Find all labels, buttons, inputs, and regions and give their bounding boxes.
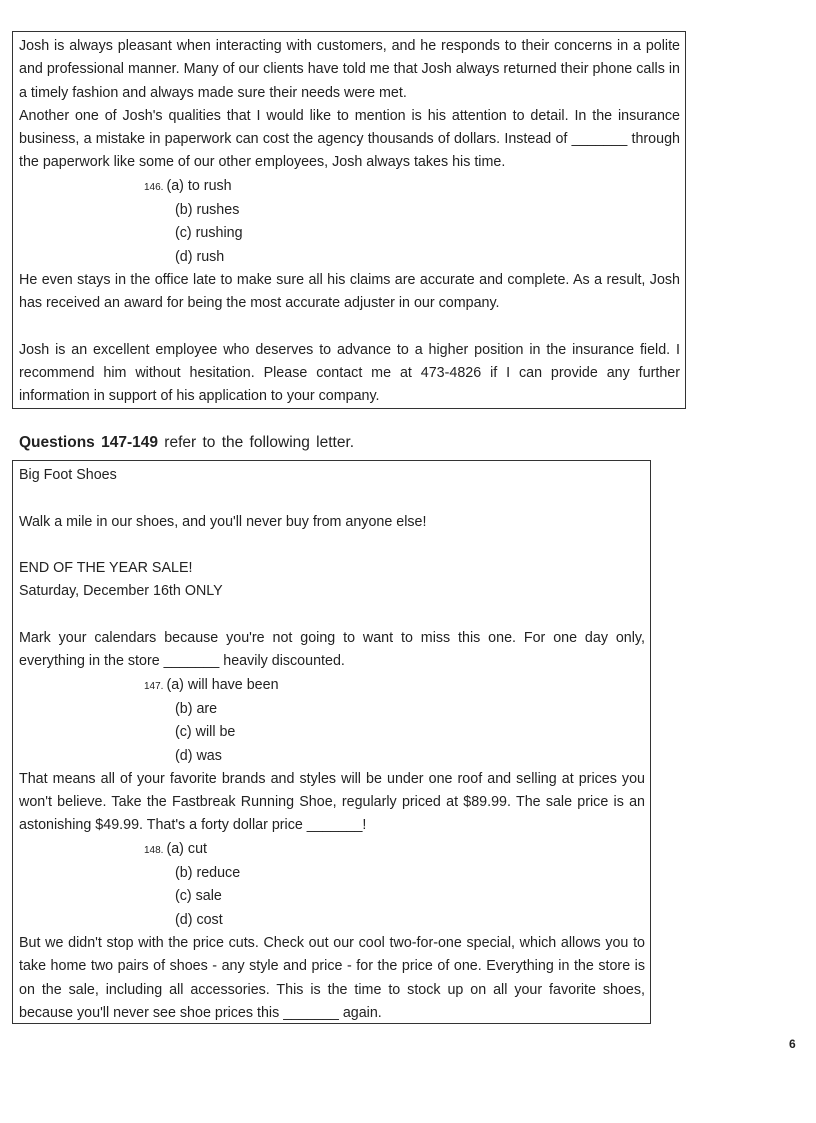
question-number: 147. [144,680,164,692]
answer-option: (d) rush [175,248,225,265]
answer-option: (c) rushing [175,225,243,242]
answer-option: (b) reduce [175,865,241,882]
spacer [19,604,645,627]
spacer [19,534,645,557]
question-146 [19,175,680,269]
sale-title: END OF THE YEAR SALE! [19,560,193,577]
answer-option: (a) will have been [166,676,279,693]
section-heading [19,433,354,453]
passage-paragraph: Another one of Josh's qualities that I would like to mention is his attention to detail. In the insurance business, a mistake in paperwork can cost the agency thousands of dollars. Instead of _______ through the paperwork like some of our other employees, Josh always takes his time. [19,107,680,171]
question-first-option-line [19,838,645,862]
passage-paragraph: He even stays in the office late to make sure all his claims are accurate and complete. As a result, Josh has received an award for being the most accurate adjuster in our company. [19,271,680,312]
spacer [19,487,645,510]
page-number: 6 [789,1037,796,1051]
answer-option: (a) cut [166,840,207,857]
passage-paragraph: Josh is always pleasant when interacting with customers, and he responds to their concerns in a polite and professional manner. Many of our clients have told me that Josh always returned their phone calls in a timely fashion and always made sure their needs were met. [19,38,680,101]
passage-box-recommendation [12,31,686,409]
spacer [19,316,680,339]
heading-text: refer to the following letter. [164,434,355,451]
sale-date: Saturday, December 16th ONLY [19,583,223,600]
passage-paragraph: But we didn't stop with the price cuts. Check out our cool two-for-one special, which allows you to take home two pairs of shoes - any style and price - for the price of one. Everything in the store is on the sale, including all accessories. This is the time to stock up on all your favorite shoes, because you'll never see shoe prices this _______ again. [19,934,645,1021]
question-range: Questions 147-149 [19,434,158,451]
passage-paragraph: That means all of your favorite brands and styles will be under one roof and selling at prices you won't believe. Take the Fastbreak Running Shoe, regularly priced at $89.99. The sale price is an astonishing $49.99. That's a forty dollar price _______! [19,770,645,834]
slogan: Walk a mile in our shoes, and you'll never buy from anyone else! [19,513,427,530]
question-first-option-line [19,674,645,698]
question-first-option-line [19,175,680,199]
answer-option: (d) cost [175,911,223,928]
answer-option: (b) rushes [175,202,240,219]
answer-option: (c) sale [175,888,222,905]
answer-option: (a) to rush [166,177,232,194]
passage-paragraph: Josh is an excellent employee who deserves to advance to a higher position in the insurance field. I recommend him without hesitation. Please contact me at 473-4826 if I can provide any further information in support of his application to your company. [19,341,680,405]
answer-option: (d) was [175,747,222,764]
answer-option: (c) will be [175,724,236,741]
store-name: Big Foot Shoes [19,467,117,483]
passage-paragraph: Mark your calendars because you're not going to want to miss this one. For one day only, everything in the store _______ heavily discounted. [19,630,645,670]
passage-box-advertisement [12,460,651,1024]
question-number: 146. [144,181,164,193]
question-147 [19,674,645,768]
question-number: 148. [144,844,164,856]
answer-option: (b) are [175,700,218,717]
question-148 [19,838,645,932]
